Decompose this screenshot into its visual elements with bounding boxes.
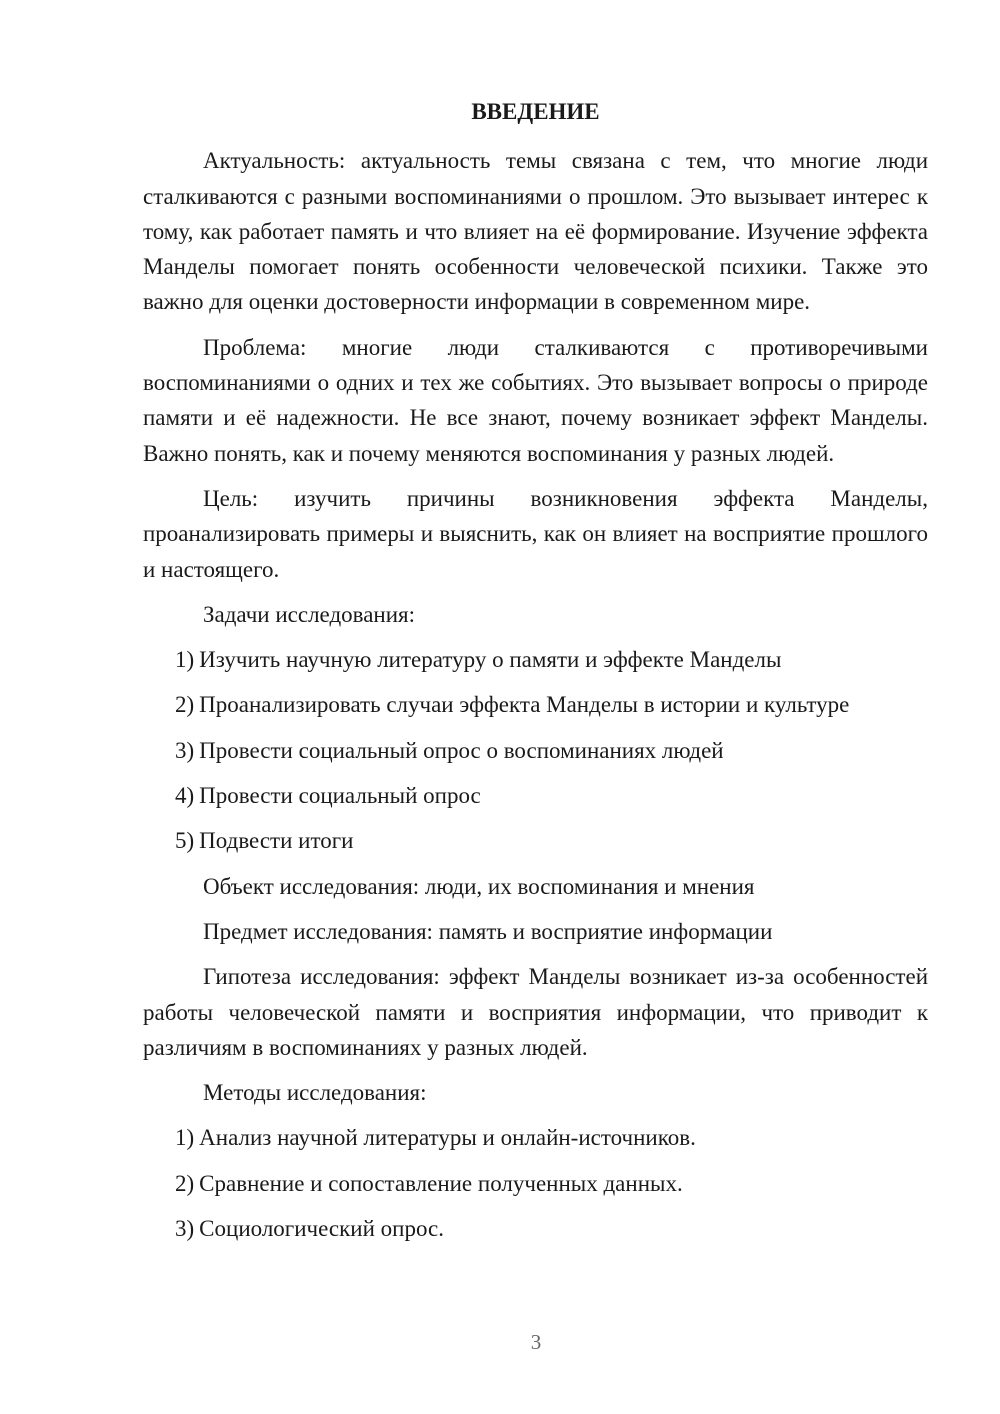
list-item-text: Анализ научной литературы и онлайн-источников. [199, 1125, 696, 1151]
list-item-text: Подвести итоги [199, 828, 354, 854]
tasks-list [143, 642, 928, 858]
list-item [143, 1166, 928, 1201]
list-item-number: 3) [175, 737, 195, 763]
list-item [143, 778, 928, 813]
list-item [143, 642, 928, 677]
page-number: 3 [530, 1330, 542, 1354]
list-item [143, 733, 928, 768]
list-item-text: Провести социальный опрос о воспоминаниях людей [199, 737, 724, 763]
page-title: ВВЕДЕНИЕ [471, 99, 600, 124]
list-item-text: Социологический опрос. [199, 1216, 444, 1242]
tasks-heading: Задачи исследования: [203, 601, 416, 627]
list-item [143, 823, 928, 858]
list-item-number: 1) [175, 647, 195, 673]
research-object: Объект исследования: люди, их воспоминания и мнения [203, 873, 755, 899]
list-item [143, 1120, 928, 1155]
hypothesis-paragraph: Гипотеза исследования: эффект Манделы возникает из-за особенностей работы человеческой памяти и восприятия информации, что приводит к различиям в воспоминаниях у разных людей. [143, 964, 928, 1060]
list-item-text: Проанализировать случаи эффекта Манделы в истории и культуре [199, 692, 850, 718]
goal-paragraph: Цель: изучить причины возникновения эффекта Манделы, проанализировать примеры и выяснить, как он влияет на восприятие прошлого и настоящего. [143, 485, 928, 582]
list-item-text: Провести социальный опрос [199, 783, 481, 809]
document-page [143, 94, 928, 1256]
list-item-number: 2) [175, 692, 195, 718]
problem-paragraph: Проблема: многие люди сталкиваются с противоречивыми воспоминаниями о одних и тех же событиях. Это вызывает вопросы о природе памяти и её надежности. Не все знают, почему возникает эффект Манделы. Важно понять, как и почему меняются воспоминания у разных людей. [143, 334, 928, 466]
methods-list [143, 1120, 928, 1246]
list-item-number: 4) [175, 783, 195, 809]
list-item [143, 1211, 928, 1246]
list-item [143, 687, 928, 722]
list-item-number: 3) [175, 1216, 195, 1242]
list-item-number: 5) [175, 828, 195, 854]
list-item-text: Изучить научную литературу о памяти и эффекте Манделы [199, 647, 782, 673]
list-item-number: 1) [175, 1125, 195, 1151]
list-item-number: 2) [175, 1170, 195, 1196]
relevance-paragraph: Актуальность: актуальность темы связана с тем, что многие люди сталкиваются с разными воспоминаниями о прошлом. Это вызывает интерес к тому, как работает память и что влияет на её формирование. Изучение эффекта Манделы помогает понять особенности человеческой психики. Также это важно для оценки достоверности информации в современном мире. [143, 148, 928, 315]
research-subject: Предмет исследования: память и восприятие информации [203, 918, 773, 944]
methods-heading: Методы исследования: [203, 1080, 427, 1106]
list-item-text: Сравнение и сопоставление полученных данных. [199, 1170, 683, 1196]
